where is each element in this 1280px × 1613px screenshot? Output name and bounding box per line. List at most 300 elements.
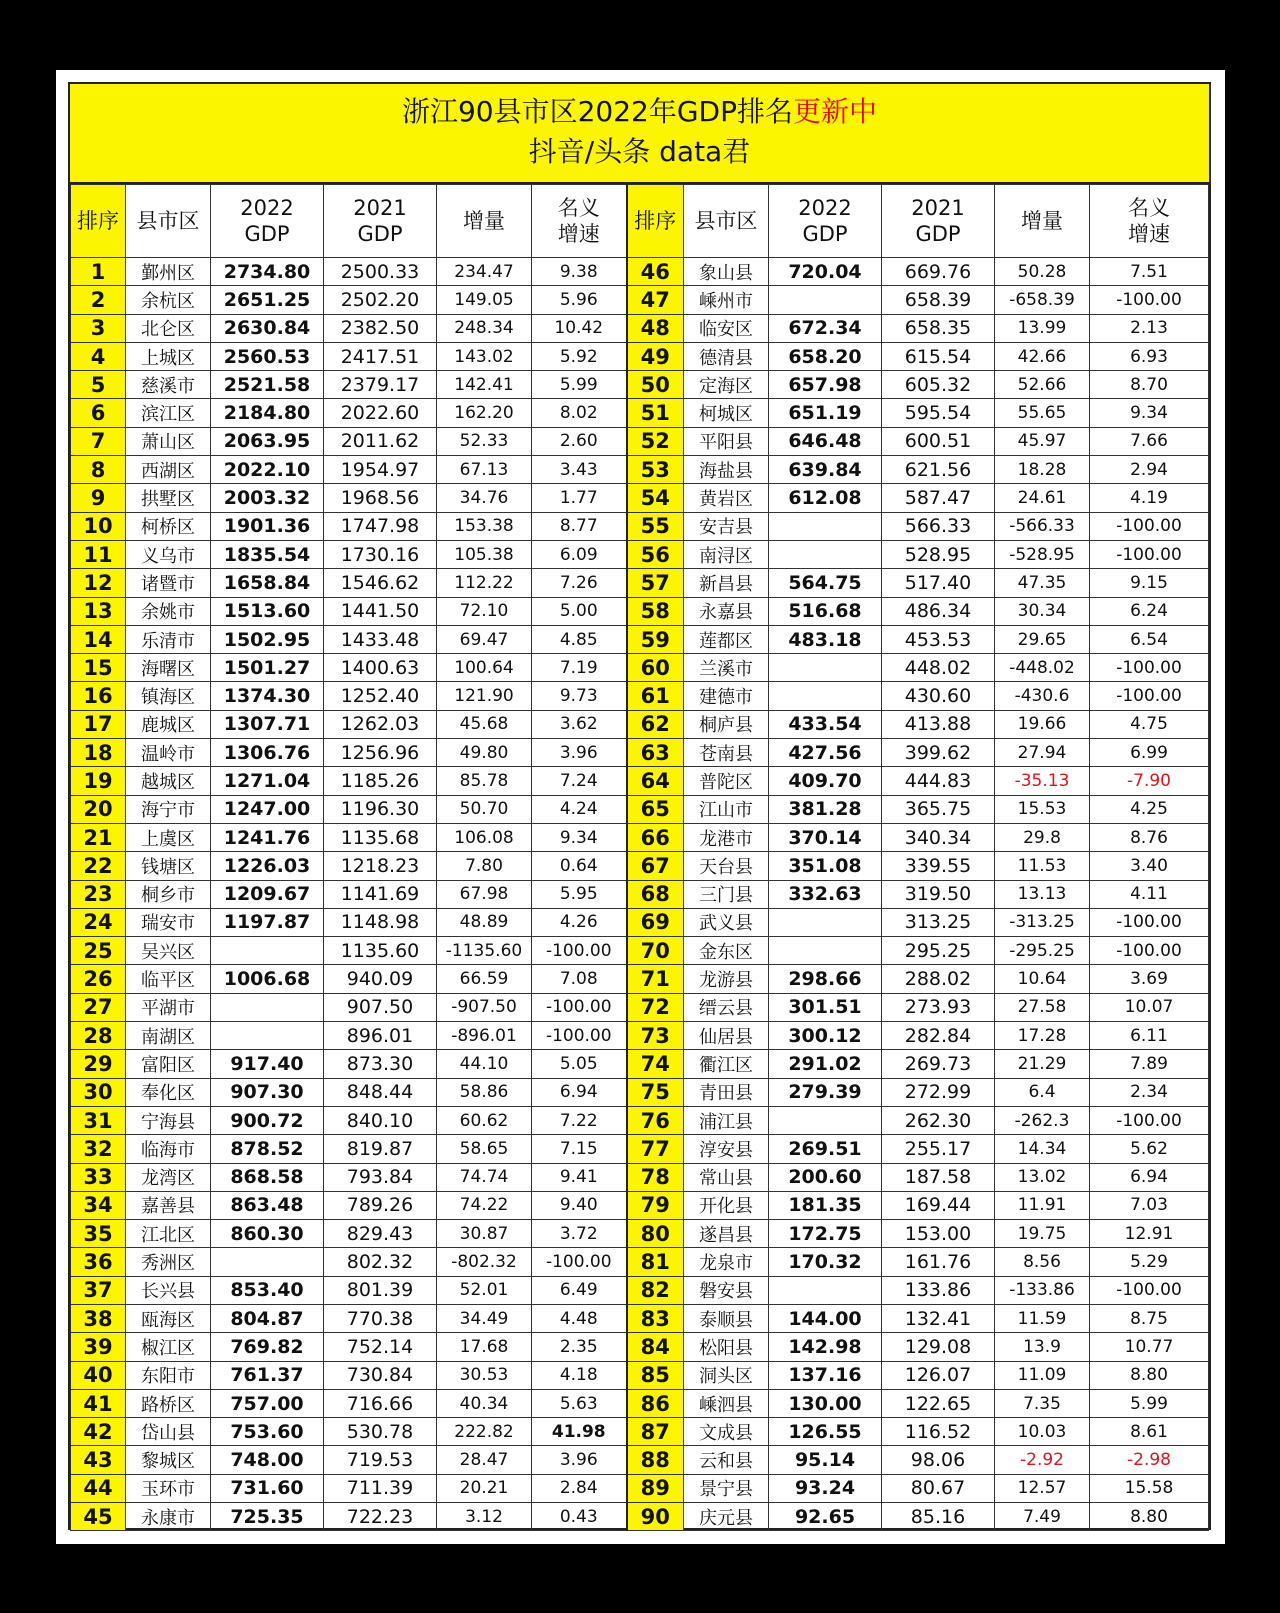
cell-rank-right: 59 bbox=[627, 625, 684, 653]
cell-inc: 40.34 bbox=[437, 1389, 532, 1417]
cell-g21-right: 269.73 bbox=[882, 1050, 995, 1078]
cell-rank: 23 bbox=[71, 880, 126, 908]
cell-g22: 1241.76 bbox=[211, 823, 324, 851]
cell-name-right: 建德市 bbox=[684, 682, 769, 710]
cell-g22-right bbox=[769, 682, 882, 710]
table-row bbox=[71, 342, 1209, 370]
cell-inc-right: 11.91 bbox=[995, 1191, 1090, 1219]
cell-g21-right: 132.41 bbox=[882, 1304, 995, 1332]
cell-inc: 66.59 bbox=[437, 965, 532, 993]
table-row bbox=[71, 993, 1209, 1021]
cell-g22-right: 130.00 bbox=[769, 1389, 882, 1417]
cell-g22: 1502.95 bbox=[211, 625, 324, 653]
cell-g22-right: 298.66 bbox=[769, 965, 882, 993]
header-gdp2021: 2021 GDP bbox=[324, 185, 437, 258]
cell-g21-right: 161.76 bbox=[882, 1248, 995, 1276]
cell-g22-right: 381.28 bbox=[769, 795, 882, 823]
cell-g21: 716.66 bbox=[324, 1389, 437, 1417]
cell-rate-right: 8.75 bbox=[1090, 1304, 1209, 1332]
cell-g21-right: 295.25 bbox=[882, 937, 995, 965]
table-row bbox=[71, 540, 1209, 568]
cell-name: 秀洲区 bbox=[126, 1248, 211, 1276]
cell-inc: 234.47 bbox=[437, 258, 532, 286]
cell-name: 乐清市 bbox=[126, 625, 211, 653]
cell-name-right: 磐安县 bbox=[684, 1276, 769, 1304]
cell-rank: 30 bbox=[71, 1078, 126, 1106]
cell-name-right: 开化县 bbox=[684, 1191, 769, 1219]
cell-rank: 1 bbox=[71, 258, 126, 286]
cell-g22-right: 612.08 bbox=[769, 484, 882, 512]
cell-inc: 105.38 bbox=[437, 540, 532, 568]
cell-rank-right: 86 bbox=[627, 1389, 684, 1417]
cell-rank-right: 58 bbox=[627, 597, 684, 625]
cell-rate: 9.40 bbox=[532, 1191, 627, 1219]
table-row bbox=[71, 908, 1209, 936]
cell-g22: 2184.80 bbox=[211, 399, 324, 427]
cell-name: 临海市 bbox=[126, 1135, 211, 1163]
cell-name: 萧山区 bbox=[126, 427, 211, 455]
cell-name-right: 衢江区 bbox=[684, 1050, 769, 1078]
cell-rank-right: 66 bbox=[627, 823, 684, 851]
table-row bbox=[71, 456, 1209, 484]
cell-g22: 1247.00 bbox=[211, 795, 324, 823]
table-row bbox=[71, 965, 1209, 993]
cell-rate-right: 3.69 bbox=[1090, 965, 1209, 993]
cell-g22-right bbox=[769, 1276, 882, 1304]
cell-name: 龙湾区 bbox=[126, 1163, 211, 1191]
cell-g22-right: 564.75 bbox=[769, 569, 882, 597]
cell-inc: 121.90 bbox=[437, 682, 532, 710]
cell-rank: 28 bbox=[71, 1022, 126, 1050]
cell-inc: 67.13 bbox=[437, 456, 532, 484]
cell-g21: 1218.23 bbox=[324, 852, 437, 880]
cell-g22-right: 483.18 bbox=[769, 625, 882, 653]
cell-g22: 1901.36 bbox=[211, 512, 324, 540]
cell-inc-right: 30.34 bbox=[995, 597, 1090, 625]
cell-rank-right: 78 bbox=[627, 1163, 684, 1191]
cell-g22-right: 433.54 bbox=[769, 710, 882, 738]
cell-inc-right: 29.8 bbox=[995, 823, 1090, 851]
cell-rate: 2.60 bbox=[532, 427, 627, 455]
cell-g21: 1400.63 bbox=[324, 654, 437, 682]
cell-rate-right: 2.34 bbox=[1090, 1078, 1209, 1106]
cell-rate: 8.02 bbox=[532, 399, 627, 427]
cell-g21-right: 430.60 bbox=[882, 682, 995, 710]
cell-g22: 1209.67 bbox=[211, 880, 324, 908]
cell-name: 上虞区 bbox=[126, 823, 211, 851]
cell-g21-right: 288.02 bbox=[882, 965, 995, 993]
cell-name-right: 南浔区 bbox=[684, 540, 769, 568]
cell-g22: 748.00 bbox=[211, 1446, 324, 1474]
cell-name-right: 象山县 bbox=[684, 258, 769, 286]
cell-g21: 1433.48 bbox=[324, 625, 437, 653]
table-row bbox=[71, 484, 1209, 512]
cell-rank: 39 bbox=[71, 1333, 126, 1361]
cell-rate-right: 4.11 bbox=[1090, 880, 1209, 908]
cell-g21-right: 587.47 bbox=[882, 484, 995, 512]
cell-rate-right: 8.80 bbox=[1090, 1503, 1209, 1531]
table-row bbox=[71, 1389, 1209, 1417]
cell-rate-right: 8.80 bbox=[1090, 1361, 1209, 1389]
cell-g22-right: 657.98 bbox=[769, 371, 882, 399]
cell-inc: 58.65 bbox=[437, 1135, 532, 1163]
cell-name: 越城区 bbox=[126, 767, 211, 795]
cell-name: 海宁市 bbox=[126, 795, 211, 823]
cell-g21: 1968.56 bbox=[324, 484, 437, 512]
cell-rank-right: 89 bbox=[627, 1474, 684, 1502]
cell-g21-right: 153.00 bbox=[882, 1220, 995, 1248]
cell-g22 bbox=[211, 1248, 324, 1276]
cell-inc-right: 15.53 bbox=[995, 795, 1090, 823]
cell-inc: 7.80 bbox=[437, 852, 532, 880]
cell-name: 吴兴区 bbox=[126, 937, 211, 965]
cell-rank-right: 56 bbox=[627, 540, 684, 568]
cell-rank: 40 bbox=[71, 1361, 126, 1389]
cell-g21: 1262.03 bbox=[324, 710, 437, 738]
cell-g21-right: 133.86 bbox=[882, 1276, 995, 1304]
cell-rank-right: 87 bbox=[627, 1418, 684, 1446]
cell-inc-right: -448.02 bbox=[995, 654, 1090, 682]
cell-rate: 4.48 bbox=[532, 1304, 627, 1332]
cell-g21-right: 319.50 bbox=[882, 880, 995, 908]
cell-g21-right: 339.55 bbox=[882, 852, 995, 880]
cell-rate: 3.96 bbox=[532, 739, 627, 767]
cell-rank-right: 60 bbox=[627, 654, 684, 682]
cell-rate: 7.19 bbox=[532, 654, 627, 682]
table-row bbox=[71, 654, 1209, 682]
cell-inc: 112.22 bbox=[437, 569, 532, 597]
cell-g21: 530.78 bbox=[324, 1418, 437, 1446]
cell-g22-right: 672.34 bbox=[769, 314, 882, 342]
cell-g22-right: 269.51 bbox=[769, 1135, 882, 1163]
cell-inc: 106.08 bbox=[437, 823, 532, 851]
cell-g21: 1546.62 bbox=[324, 569, 437, 597]
cell-rate: 0.64 bbox=[532, 852, 627, 880]
cell-g22: 1835.54 bbox=[211, 540, 324, 568]
cell-rate: 9.41 bbox=[532, 1163, 627, 1191]
cell-name: 玉环市 bbox=[126, 1474, 211, 1502]
cell-g22: 1271.04 bbox=[211, 767, 324, 795]
cell-rank: 31 bbox=[71, 1106, 126, 1134]
cell-rank: 13 bbox=[71, 597, 126, 625]
cell-g22: 753.60 bbox=[211, 1418, 324, 1446]
cell-g21: 789.26 bbox=[324, 1191, 437, 1219]
cell-name-right: 龙游县 bbox=[684, 965, 769, 993]
cell-inc: 20.21 bbox=[437, 1474, 532, 1502]
cell-rate: 2.35 bbox=[532, 1333, 627, 1361]
cell-inc: 67.98 bbox=[437, 880, 532, 908]
cell-g21-right: 187.58 bbox=[882, 1163, 995, 1191]
cell-rate-right: 5.62 bbox=[1090, 1135, 1209, 1163]
cell-g22: 863.48 bbox=[211, 1191, 324, 1219]
spreadsheet bbox=[68, 82, 1211, 1530]
header-name: 县市区 bbox=[126, 185, 211, 258]
cell-g22-right: 137.16 bbox=[769, 1361, 882, 1389]
cell-rank-right: 62 bbox=[627, 710, 684, 738]
cell-g22-right bbox=[769, 908, 882, 936]
cell-g21: 873.30 bbox=[324, 1050, 437, 1078]
table-row bbox=[71, 1474, 1209, 1502]
cell-rate-right: 15.58 bbox=[1090, 1474, 1209, 1502]
header-increase: 增量 bbox=[437, 185, 532, 258]
cell-inc: 149.05 bbox=[437, 286, 532, 314]
cell-g22: 1513.60 bbox=[211, 597, 324, 625]
cell-rate: 5.05 bbox=[532, 1050, 627, 1078]
cell-name: 诸暨市 bbox=[126, 569, 211, 597]
cell-name: 路桥区 bbox=[126, 1389, 211, 1417]
table-row bbox=[71, 1078, 1209, 1106]
cell-g21: 2379.17 bbox=[324, 371, 437, 399]
cell-g22: 2651.25 bbox=[211, 286, 324, 314]
cell-name-right: 定海区 bbox=[684, 371, 769, 399]
cell-rank-right: 76 bbox=[627, 1106, 684, 1134]
cell-name: 镇海区 bbox=[126, 682, 211, 710]
cell-name: 北仑区 bbox=[126, 314, 211, 342]
cell-inc: 30.87 bbox=[437, 1220, 532, 1248]
table-row bbox=[71, 569, 1209, 597]
cell-g21-right: 413.88 bbox=[882, 710, 995, 738]
cell-rate: 7.22 bbox=[532, 1106, 627, 1134]
cell-name-right: 文成县 bbox=[684, 1418, 769, 1446]
cell-rank-right: 81 bbox=[627, 1248, 684, 1276]
cell-rank: 41 bbox=[71, 1389, 126, 1417]
cell-g21-right: 595.54 bbox=[882, 399, 995, 427]
cell-rate-right: 5.99 bbox=[1090, 1389, 1209, 1417]
cell-rate: 7.15 bbox=[532, 1135, 627, 1163]
table-row bbox=[71, 1163, 1209, 1191]
cell-g22-right: 301.51 bbox=[769, 993, 882, 1021]
table-row bbox=[71, 739, 1209, 767]
cell-rank-right: 63 bbox=[627, 739, 684, 767]
cell-g21-right: 129.08 bbox=[882, 1333, 995, 1361]
cell-g22-right: 291.02 bbox=[769, 1050, 882, 1078]
cell-g22-right: 639.84 bbox=[769, 456, 882, 484]
header-gdp2021-right: 2021 GDP bbox=[882, 185, 995, 258]
cell-rank-right: 84 bbox=[627, 1333, 684, 1361]
cell-g22-right: 170.32 bbox=[769, 1248, 882, 1276]
cell-rate-right: -2.98 bbox=[1090, 1446, 1209, 1474]
cell-g22: 1658.84 bbox=[211, 569, 324, 597]
cell-g21-right: 600.51 bbox=[882, 427, 995, 455]
cell-g21: 1135.60 bbox=[324, 937, 437, 965]
cell-rate-right: 6.93 bbox=[1090, 342, 1209, 370]
cell-inc-right: 42.66 bbox=[995, 342, 1090, 370]
table-row bbox=[71, 1106, 1209, 1134]
cell-g22: 769.82 bbox=[211, 1333, 324, 1361]
cell-g21-right: 605.32 bbox=[882, 371, 995, 399]
cell-rate-right: -100.00 bbox=[1090, 937, 1209, 965]
cell-name: 瓯海区 bbox=[126, 1304, 211, 1332]
cell-name-right: 浦江县 bbox=[684, 1106, 769, 1134]
cell-inc-right: 7.49 bbox=[995, 1503, 1090, 1531]
cell-inc: 74.74 bbox=[437, 1163, 532, 1191]
cell-rank-right: 64 bbox=[627, 767, 684, 795]
cell-g21: 730.84 bbox=[324, 1361, 437, 1389]
cell-rank: 5 bbox=[71, 371, 126, 399]
cell-rank-right: 73 bbox=[627, 1022, 684, 1050]
cell-rank-right: 69 bbox=[627, 908, 684, 936]
cell-g22-right: 200.60 bbox=[769, 1163, 882, 1191]
cell-g22-right bbox=[769, 540, 882, 568]
table-row bbox=[71, 314, 1209, 342]
table-row bbox=[71, 1503, 1209, 1531]
cell-name: 义乌市 bbox=[126, 540, 211, 568]
cell-name-right: 平阳县 bbox=[684, 427, 769, 455]
cell-rank: 27 bbox=[71, 993, 126, 1021]
cell-name: 慈溪市 bbox=[126, 371, 211, 399]
cell-name-right: 新昌县 bbox=[684, 569, 769, 597]
cell-name-right: 遂昌县 bbox=[684, 1220, 769, 1248]
cell-g21-right: 272.99 bbox=[882, 1078, 995, 1106]
cell-inc-right: -566.33 bbox=[995, 512, 1090, 540]
cell-inc-right: 13.02 bbox=[995, 1163, 1090, 1191]
cell-g21-right: 282.84 bbox=[882, 1022, 995, 1050]
cell-g22: 1307.71 bbox=[211, 710, 324, 738]
table-row bbox=[71, 1361, 1209, 1389]
cell-name-right: 临安区 bbox=[684, 314, 769, 342]
cell-rate-right: 7.51 bbox=[1090, 258, 1209, 286]
table-row bbox=[71, 1248, 1209, 1276]
cell-rank-right: 85 bbox=[627, 1361, 684, 1389]
cell-inc-right: 14.34 bbox=[995, 1135, 1090, 1163]
cell-rank: 16 bbox=[71, 682, 126, 710]
cell-rank: 15 bbox=[71, 654, 126, 682]
title-line-2: 抖音/头条 data君 bbox=[528, 135, 751, 168]
cell-rank: 44 bbox=[71, 1474, 126, 1502]
cell-inc: -802.32 bbox=[437, 1248, 532, 1276]
title-banner bbox=[70, 84, 1209, 184]
cell-rate: 4.24 bbox=[532, 795, 627, 823]
cell-name: 平湖市 bbox=[126, 993, 211, 1021]
title-highlight: 更新中 bbox=[793, 95, 878, 128]
cell-g22-right: 646.48 bbox=[769, 427, 882, 455]
cell-rank: 42 bbox=[71, 1418, 126, 1446]
cell-rank-right: 80 bbox=[627, 1220, 684, 1248]
cell-rank: 45 bbox=[71, 1503, 126, 1531]
cell-g21-right: 658.35 bbox=[882, 314, 995, 342]
cell-inc-right: 11.09 bbox=[995, 1361, 1090, 1389]
cell-g22-right: 279.39 bbox=[769, 1078, 882, 1106]
cell-rate: 2.84 bbox=[532, 1474, 627, 1502]
cell-rank: 12 bbox=[71, 569, 126, 597]
cell-g22: 1006.68 bbox=[211, 965, 324, 993]
cell-name: 海曙区 bbox=[126, 654, 211, 682]
cell-g22: 900.72 bbox=[211, 1106, 324, 1134]
cell-name: 拱墅区 bbox=[126, 484, 211, 512]
cell-rank-right: 57 bbox=[627, 569, 684, 597]
cell-name: 瑞安市 bbox=[126, 908, 211, 936]
cell-rate: 6.09 bbox=[532, 540, 627, 568]
cell-rate: 5.99 bbox=[532, 371, 627, 399]
table-row bbox=[71, 399, 1209, 427]
table-row bbox=[71, 597, 1209, 625]
cell-rate-right: 6.11 bbox=[1090, 1022, 1209, 1050]
cell-rank: 20 bbox=[71, 795, 126, 823]
cell-name: 鄞州区 bbox=[126, 258, 211, 286]
cell-g22-right bbox=[769, 654, 882, 682]
cell-g22-right: 720.04 bbox=[769, 258, 882, 286]
cell-rank: 3 bbox=[71, 314, 126, 342]
cell-rate-right: -100.00 bbox=[1090, 286, 1209, 314]
cell-rate: 8.77 bbox=[532, 512, 627, 540]
cell-inc: 45.68 bbox=[437, 710, 532, 738]
cell-rate: 3.62 bbox=[532, 710, 627, 738]
cell-rate-right: 7.03 bbox=[1090, 1191, 1209, 1219]
cell-g22-right: 351.08 bbox=[769, 852, 882, 880]
cell-g22-right: 172.75 bbox=[769, 1220, 882, 1248]
cell-rate-right: 3.40 bbox=[1090, 852, 1209, 880]
cell-inc-right: -2.92 bbox=[995, 1446, 1090, 1474]
cell-rank: 19 bbox=[71, 767, 126, 795]
cell-rank-right: 72 bbox=[627, 993, 684, 1021]
header-rank: 排序 bbox=[71, 185, 126, 258]
cell-name-right: 金东区 bbox=[684, 937, 769, 965]
cell-rate: 9.38 bbox=[532, 258, 627, 286]
table-row bbox=[71, 795, 1209, 823]
cell-name: 富阳区 bbox=[126, 1050, 211, 1078]
cell-rank-right: 75 bbox=[627, 1078, 684, 1106]
title-line-1 bbox=[70, 92, 1209, 132]
cell-name-right: 嵊泗县 bbox=[684, 1389, 769, 1417]
cell-rate: 9.73 bbox=[532, 682, 627, 710]
cell-rank-right: 65 bbox=[627, 795, 684, 823]
cell-g22: 868.58 bbox=[211, 1163, 324, 1191]
cell-rate: 41.98 bbox=[532, 1418, 627, 1446]
image-frame bbox=[56, 70, 1225, 1544]
cell-rank: 6 bbox=[71, 399, 126, 427]
cell-g22 bbox=[211, 993, 324, 1021]
cell-inc: 52.33 bbox=[437, 427, 532, 455]
cell-g21: 1141.69 bbox=[324, 880, 437, 908]
cell-inc: 3.12 bbox=[437, 1503, 532, 1531]
cell-g22: 2063.95 bbox=[211, 427, 324, 455]
cell-inc-right: 50.28 bbox=[995, 258, 1090, 286]
cell-rate: 3.96 bbox=[532, 1446, 627, 1474]
cell-inc: 48.89 bbox=[437, 908, 532, 936]
cell-name: 余杭区 bbox=[126, 286, 211, 314]
cell-rate-right: 10.07 bbox=[1090, 993, 1209, 1021]
cell-inc-right: 27.58 bbox=[995, 993, 1090, 1021]
cell-rate-right: 9.15 bbox=[1090, 569, 1209, 597]
cell-rate: 1.77 bbox=[532, 484, 627, 512]
cell-rate: 5.96 bbox=[532, 286, 627, 314]
cell-g21: 2417.51 bbox=[324, 342, 437, 370]
cell-inc: 153.38 bbox=[437, 512, 532, 540]
cell-rate: 5.63 bbox=[532, 1389, 627, 1417]
cell-inc-right: -262.3 bbox=[995, 1106, 1090, 1134]
table-row bbox=[71, 286, 1209, 314]
cell-rank-right: 55 bbox=[627, 512, 684, 540]
cell-rank: 33 bbox=[71, 1163, 126, 1191]
cell-rate: 5.92 bbox=[532, 342, 627, 370]
cell-g21: 1252.40 bbox=[324, 682, 437, 710]
table-row bbox=[71, 767, 1209, 795]
cell-g21: 1135.68 bbox=[324, 823, 437, 851]
cell-g21: 907.50 bbox=[324, 993, 437, 1021]
cell-inc: 49.80 bbox=[437, 739, 532, 767]
header-rate: 名义 增速 bbox=[532, 185, 627, 258]
cell-name: 黎城区 bbox=[126, 1446, 211, 1474]
header-row bbox=[71, 185, 1209, 258]
cell-name: 嘉善县 bbox=[126, 1191, 211, 1219]
cell-name-right: 常山县 bbox=[684, 1163, 769, 1191]
cell-g21-right: 116.52 bbox=[882, 1418, 995, 1446]
cell-inc-right: 13.9 bbox=[995, 1333, 1090, 1361]
cell-rank: 32 bbox=[71, 1135, 126, 1163]
table-row bbox=[71, 1191, 1209, 1219]
cell-rate: 3.43 bbox=[532, 456, 627, 484]
cell-inc-right: 7.35 bbox=[995, 1389, 1090, 1417]
